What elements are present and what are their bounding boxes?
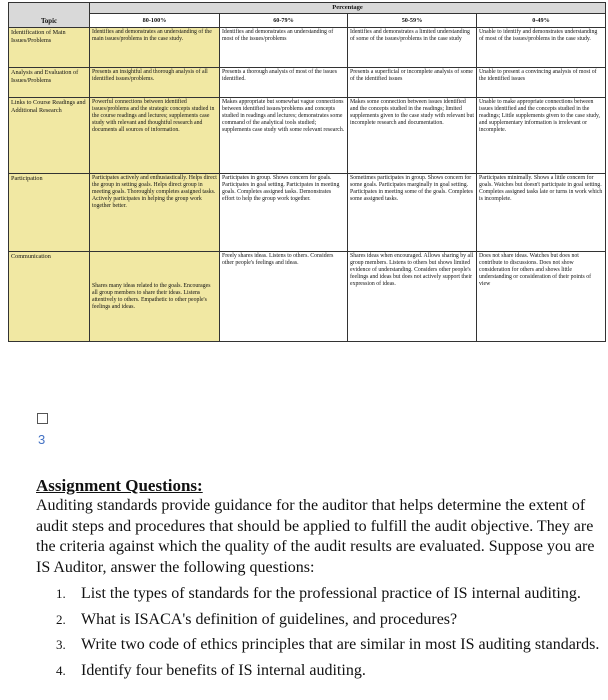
rubric-cell: Presents a superficial or incomplete analysis of some of the identified issues (348, 68, 477, 98)
topic-header: Topic (9, 3, 90, 28)
band-header: 60-79% (220, 13, 348, 27)
question-item (36, 610, 602, 631)
question-number: 3. (56, 637, 66, 652)
rubric-row (9, 68, 606, 98)
rubric-row (9, 28, 606, 68)
criterion-cell: Identification of Main Issues/Problems (9, 28, 90, 68)
question-list (36, 584, 602, 681)
question-number: 4. (56, 662, 66, 678)
rubric-cell: Does not share ideas. Watches but does not contribute to discussions. Does not show consideration for others and shows little understanding or consideration of their points of view (477, 252, 606, 342)
rubric-cell: Presents an insightful and thorough analysis of all identified issues/problems. (90, 68, 220, 98)
rubric-cell: Freely shares ideas. Listens to others. Considers other people's feelings and ideas. (220, 252, 348, 342)
rubric-cell: Unable to make appropriate connections between issues identified and the concepts studied in the readings; Little supplements given to the case study, and supplementary information is irrelevant or incomplete. (477, 98, 606, 174)
rubric-cell: Identifies and demonstrates a limited understanding of some of the issues/problems in the case study (348, 28, 477, 68)
rubric-cell: Participates minimally. Shows a little concern for goals. Watches but doesn't participate in goal setting. Completes assigned tasks late or turns in work which is incomplete. (477, 174, 606, 252)
question-item (36, 635, 602, 656)
rubric-cell: Sometimes participates in group. Shows concern for some goals. Participates marginally in goal setting. Participates in meeting some of the goals. Completes some assigned tasks. (348, 174, 477, 252)
assignment-section (36, 476, 602, 686)
criterion-cell: Participation (9, 174, 90, 252)
rubric-cell: Participates actively and enthusiastically. Helps direct the group in setting goals. Helps direct group in meeting goals. Thoroughly completes assigned tasks. Actively participates in helping the group work together better. (90, 174, 220, 252)
rubric-cell: Shares ideas when encouraged. Allows sharing by all group members. Listens to others but shows limited evidence of understanding. Considers other people's feelings and ideas but does not actively support their expression of ideas. (348, 252, 477, 342)
band-header: 50-59% (348, 13, 477, 27)
page-number: 3 (38, 432, 46, 447)
question-text: What is ISACA's definition of guidelines, and procedures? (81, 610, 458, 628)
question-text: List the types of standards for the professional practice of IS internal auditing. (81, 585, 581, 602)
rubric-cell: Shares many ideas related to the goals. Encourages all group members to share their ideas. Listens attentively to others. Empathetic to other people's feelings and ideas. (90, 252, 220, 342)
band-header: 0-49% (477, 13, 606, 27)
rubric-cell: Unable to identify and demonstrates understanding of most of the issues/problems in the case study. (477, 28, 606, 68)
question-text: Write two code of ethics principles that are similar in most IS auditing standards. (81, 636, 600, 653)
rubric-cell: Unable to present a convincing analysis of most of the identified issues (477, 68, 606, 98)
rubric-row (9, 98, 606, 174)
question-number: 2. (56, 611, 66, 627)
question-item (36, 661, 602, 682)
rubric-table (8, 2, 606, 342)
criterion-cell: Communication (9, 252, 90, 342)
criterion-cell: Links to Course Readings and Additional Research (9, 98, 90, 174)
assignment-intro: Auditing standards provide guidance for the auditor that helps determine the extent of audit steps and procedures that should be applied to fulfill the audit objective. They are the criteria against which the quality of the audit results are evaluated. Suppose you are IS Auditor, answer the following questions: (36, 497, 595, 576)
rubric-row (9, 252, 606, 342)
question-item (36, 584, 602, 605)
question-text: Identify four benefits of IS internal auditing. (81, 661, 366, 679)
checkbox[interactable] (37, 413, 48, 424)
criterion-cell: Analysis and Evaluation of Issues/Problems (9, 68, 90, 98)
rubric-cell: Identifies and demonstrates an understanding of most of the issues/problems (220, 28, 348, 68)
rubric-cell: Identifies and demonstrates an understanding of the main issues/problems in the case study. (90, 28, 220, 68)
rubric-cell: Makes appropriate but somewhat vague connections between identified issues/problems and concepts studied in readings and lectures; demonstrates some command of the analytical tools studied; supplements case study with some relevant research. (220, 98, 348, 174)
assignment-title: Assignment Questions: (36, 476, 203, 495)
rubric-cell: Presents a thorough analysis of most of the issues identified. (220, 68, 348, 98)
band-header: 80-100% (90, 13, 220, 27)
percentage-header: Percentage (90, 3, 606, 14)
rubric-cell: Participates in group. Shows concern for goals. Participates in goal setting. Participates in meeting goals. Completes assigned tasks. Demonstrates effort to help the group work together. (220, 174, 348, 252)
rubric-cell: Powerful connections between identified issues/problems and the strategic concepts studied in the course readings and lectures; supplements case study with relevant and thoughtful research and documents all sources of information. (90, 98, 220, 174)
question-number: 1. (56, 586, 66, 601)
rubric-cell: Makes some connection between issues identified and the concepts studied in the readings; limited supplements given to the case study with relevant but incomplete research and documentation. (348, 98, 477, 174)
rubric-row (9, 174, 606, 252)
